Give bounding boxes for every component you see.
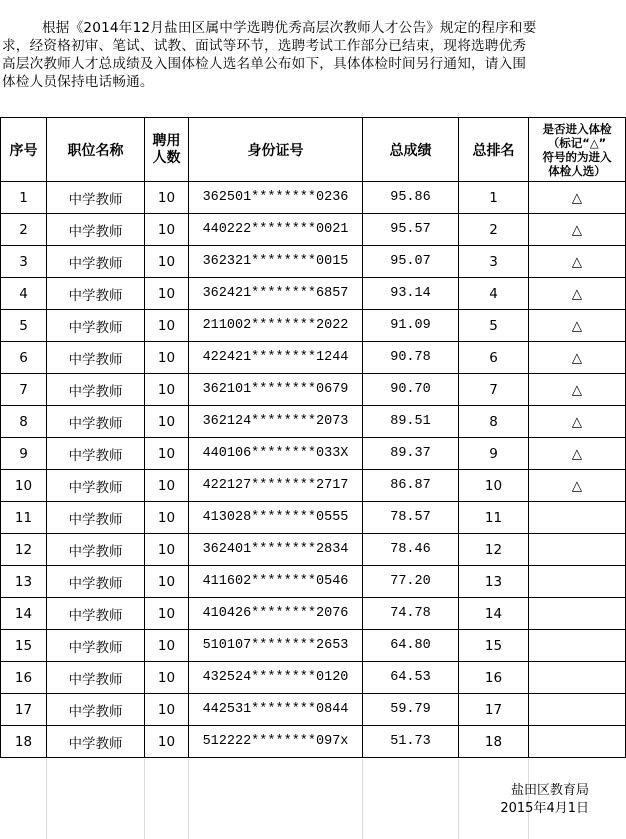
header-position: 职位名称	[47, 118, 145, 182]
cell-position: 中学教师	[47, 630, 145, 662]
cell-medical-check: △	[529, 342, 626, 374]
announcement-line: 体检人员保持电话畅通。	[2, 74, 154, 90]
cell-total-rank: 5	[459, 310, 529, 342]
cell-id-number: 432524********0120	[189, 662, 363, 694]
cell-medical-check: △	[529, 246, 626, 278]
gridline	[46, 759, 47, 839]
cell-id-number: 413028********0555	[189, 502, 363, 534]
cell-medical-check: △	[529, 406, 626, 438]
cell-position: 中学教师	[47, 342, 145, 374]
table-row	[1, 694, 626, 726]
cell-id-number: 362501********0236	[189, 182, 363, 214]
cell-hire-count: 10	[145, 470, 189, 502]
cell-seq: 18	[1, 726, 47, 758]
issuing-org: 盐田区教育局	[510, 783, 589, 798]
cell-position: 中学教师	[47, 214, 145, 246]
table-row	[1, 726, 626, 758]
cell-position: 中学教师	[47, 406, 145, 438]
cell-seq: 16	[1, 662, 47, 694]
cell-seq: 2	[1, 214, 47, 246]
cell-position: 中学教师	[47, 502, 145, 534]
cell-seq: 13	[1, 566, 47, 598]
results-table	[0, 117, 626, 758]
cell-position: 中学教师	[47, 726, 145, 758]
cell-total-rank: 9	[459, 438, 529, 470]
cell-id-number: 362321********0015	[189, 246, 363, 278]
gridline	[362, 759, 363, 839]
cell-medical-check	[529, 662, 626, 694]
cell-seq: 5	[1, 310, 47, 342]
header-count-line: 人数	[152, 149, 181, 166]
table-row	[1, 182, 626, 214]
cell-id-number: 440222********0021	[189, 214, 363, 246]
cell-id-number: 211002********2022	[189, 310, 363, 342]
cell-hire-count: 10	[145, 214, 189, 246]
cell-total-rank: 13	[459, 566, 529, 598]
cell-hire-count: 10	[145, 342, 189, 374]
footer-area	[0, 759, 625, 839]
cell-hire-count: 10	[145, 726, 189, 758]
cell-total-score: 78.57	[363, 502, 459, 534]
cell-id-number: 410426********2076	[189, 598, 363, 630]
table-row	[1, 502, 626, 534]
cell-seq: 17	[1, 694, 47, 726]
table-header-row	[1, 118, 626, 182]
cell-seq: 15	[1, 630, 47, 662]
cell-total-score: 95.07	[363, 246, 459, 278]
cell-medical-check: △	[529, 310, 626, 342]
cell-medical-check	[529, 630, 626, 662]
cell-total-score: 86.87	[363, 470, 459, 502]
announcement-text	[2, 19, 622, 91]
cell-hire-count: 10	[145, 246, 189, 278]
cell-position: 中学教师	[47, 470, 145, 502]
cell-medical-check	[529, 534, 626, 566]
cell-total-score: 64.80	[363, 630, 459, 662]
header-total-rank: 总排名	[459, 118, 529, 182]
cell-position: 中学教师	[47, 310, 145, 342]
cell-seq: 14	[1, 598, 47, 630]
cell-hire-count: 10	[145, 534, 189, 566]
cell-medical-check	[529, 694, 626, 726]
cell-hire-count: 10	[145, 598, 189, 630]
table-row	[1, 246, 626, 278]
cell-total-score: 95.57	[363, 214, 459, 246]
cell-total-rank: 16	[459, 662, 529, 694]
cell-total-rank: 3	[459, 246, 529, 278]
header-seq: 序号	[1, 118, 47, 182]
cell-id-number: 362421********6857	[189, 278, 363, 310]
cell-total-rank: 15	[459, 630, 529, 662]
cell-position: 中学教师	[47, 278, 145, 310]
issue-date: 2015年4月1日	[500, 801, 589, 816]
announcement-line: 根据《2014年12月盐田区属中学选聘优秀高层次教师人才公告》规定的程序和要	[42, 20, 537, 36]
table-row	[1, 278, 626, 310]
cell-position: 中学教师	[47, 694, 145, 726]
gridline	[188, 759, 189, 839]
cell-hire-count: 10	[145, 694, 189, 726]
cell-total-rank: 14	[459, 598, 529, 630]
cell-total-score: 77.20	[363, 566, 459, 598]
cell-hire-count: 10	[145, 438, 189, 470]
cell-total-rank: 11	[459, 502, 529, 534]
cell-seq: 1	[1, 182, 47, 214]
cell-medical-check: △	[529, 438, 626, 470]
cell-total-rank: 17	[459, 694, 529, 726]
cell-position: 中学教师	[47, 534, 145, 566]
table-row	[1, 374, 626, 406]
cell-id-number: 422127********2717	[189, 470, 363, 502]
cell-hire-count: 10	[145, 406, 189, 438]
cell-id-number: 440106********033X	[189, 438, 363, 470]
cell-id-number: 362101********0679	[189, 374, 363, 406]
cell-total-score: 93.14	[363, 278, 459, 310]
header-check-line: 是否进入体检	[542, 121, 612, 136]
cell-seq: 3	[1, 246, 47, 278]
cell-total-rank: 10	[459, 470, 529, 502]
table-row	[1, 406, 626, 438]
cell-total-score: 90.78	[363, 342, 459, 374]
cell-medical-check	[529, 566, 626, 598]
table-row	[1, 630, 626, 662]
gridline	[144, 759, 145, 839]
table-row	[1, 534, 626, 566]
cell-total-score: 89.51	[363, 406, 459, 438]
cell-seq: 9	[1, 438, 47, 470]
cell-total-rank: 7	[459, 374, 529, 406]
cell-total-rank: 8	[459, 406, 529, 438]
cell-position: 中学教师	[47, 246, 145, 278]
cell-total-score: 91.09	[363, 310, 459, 342]
cell-total-score: 74.78	[363, 598, 459, 630]
cell-medical-check: △	[529, 470, 626, 502]
cell-seq: 10	[1, 470, 47, 502]
cell-hire-count: 10	[145, 182, 189, 214]
cell-seq: 6	[1, 342, 47, 374]
cell-hire-count: 10	[145, 566, 189, 598]
header-count-line: 聘用	[152, 132, 181, 149]
cell-total-score: 64.53	[363, 662, 459, 694]
cell-hire-count: 10	[145, 310, 189, 342]
table-row	[1, 342, 626, 374]
table-row	[1, 438, 626, 470]
cell-position: 中学教师	[47, 374, 145, 406]
cell-total-score: 51.73	[363, 726, 459, 758]
cell-seq: 12	[1, 534, 47, 566]
cell-total-rank: 4	[459, 278, 529, 310]
cell-hire-count: 10	[145, 374, 189, 406]
cell-id-number: 362124********2073	[189, 406, 363, 438]
cell-medical-check	[529, 598, 626, 630]
cell-total-rank: 1	[459, 182, 529, 214]
table-row	[1, 598, 626, 630]
header-hire-count	[145, 118, 189, 182]
cell-total-rank: 2	[459, 214, 529, 246]
cell-hire-count: 10	[145, 502, 189, 534]
cell-medical-check: △	[529, 214, 626, 246]
gridline	[458, 759, 459, 839]
cell-id-number: 411602********0546	[189, 566, 363, 598]
cell-medical-check: △	[529, 374, 626, 406]
cell-total-score: 59.79	[363, 694, 459, 726]
cell-seq: 11	[1, 502, 47, 534]
cell-id-number: 442531********0844	[189, 694, 363, 726]
cell-seq: 8	[1, 406, 47, 438]
cell-total-score: 89.37	[363, 438, 459, 470]
cell-id-number: 362401********2834	[189, 534, 363, 566]
cell-medical-check: △	[529, 182, 626, 214]
table-row	[1, 214, 626, 246]
header-check-line: 符号的为进入	[542, 149, 612, 164]
announcement-line: 求，经资格初审、笔试、试教、面试等环节，选聘考试工作部分已结束，现将选聘优秀	[2, 38, 527, 54]
cell-position: 中学教师	[47, 662, 145, 694]
header-check-line: （标记“△”	[547, 135, 607, 150]
cell-position: 中学教师	[47, 438, 145, 470]
cell-seq: 7	[1, 374, 47, 406]
cell-total-score: 95.86	[363, 182, 459, 214]
cell-total-rank: 18	[459, 726, 529, 758]
cell-medical-check	[529, 502, 626, 534]
cell-medical-check	[529, 726, 626, 758]
cell-total-rank: 12	[459, 534, 529, 566]
cell-position: 中学教师	[47, 598, 145, 630]
announcement-line: 高层次教师人才总成绩及入围体检人选名单公布如下，具体体检时间另行通知，请入围	[2, 56, 527, 72]
table-row	[1, 470, 626, 502]
cell-position: 中学教师	[47, 182, 145, 214]
cell-hire-count: 10	[145, 630, 189, 662]
table-row	[1, 566, 626, 598]
header-id-number: 身份证号	[189, 118, 363, 182]
table-row	[1, 662, 626, 694]
cell-id-number: 512222********097x	[189, 726, 363, 758]
cell-id-number: 510107********2653	[189, 630, 363, 662]
header-check-line: 体检人选）	[548, 163, 606, 178]
cell-medical-check: △	[529, 278, 626, 310]
cell-total-rank: 6	[459, 342, 529, 374]
signature-block	[500, 782, 589, 818]
header-medical-check	[529, 118, 626, 182]
table-row	[1, 310, 626, 342]
cell-total-score: 90.70	[363, 374, 459, 406]
cell-seq: 4	[1, 278, 47, 310]
cell-position: 中学教师	[47, 566, 145, 598]
cell-id-number: 422421********1244	[189, 342, 363, 374]
cell-total-score: 78.46	[363, 534, 459, 566]
cell-hire-count: 10	[145, 662, 189, 694]
cell-hire-count: 10	[145, 278, 189, 310]
header-total-score: 总成绩	[363, 118, 459, 182]
